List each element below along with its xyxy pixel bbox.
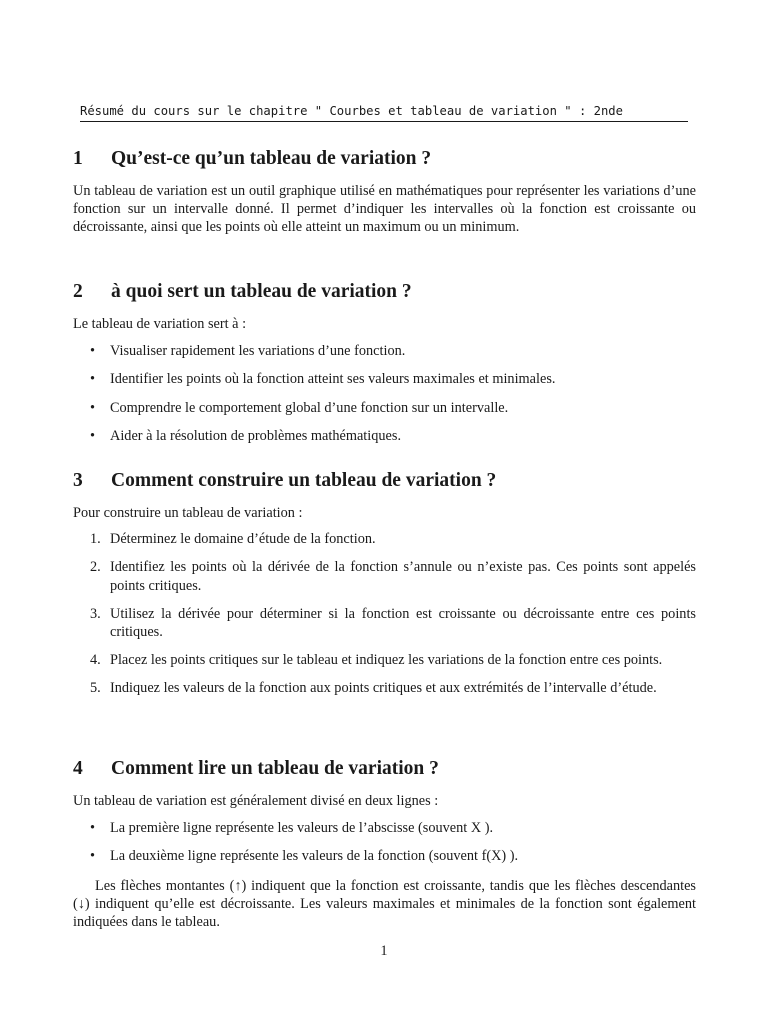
document-header: Résumé du cours sur le chapitre " Courbes et tableau de variation " : 2nde: [80, 104, 688, 122]
list-item: • Visualiser rapidement les variations d’une fonction.: [73, 342, 696, 360]
list-item: • Comprendre le comportement global d’une fonction sur un intervalle.: [73, 399, 696, 417]
section-2: [73, 280, 696, 445]
section-2-number: 2: [73, 281, 83, 302]
section-4-paragraph: Les flèches montantes (↑) indiquent que la fonction est croissante, tandis que les flèches descendantes (↓) indiquent qu’elle est décroissante. Les valeurs maximales et minimales de la fonction sont également indiquées dans le tableau.: [73, 877, 696, 931]
step-text: Déterminez le domaine d’étude de la fonction.: [110, 531, 376, 548]
section-3-number: 3: [73, 470, 83, 491]
step-item: [73, 558, 696, 594]
section-3-heading: [73, 469, 696, 493]
section-1: [73, 147, 696, 237]
section-1-paragraph: Un tableau de variation est un outil graphique utilisé en mathématiques pour représenter les variations d’une fonction sur un intervalle donné. Il permet d’indiquer les intervalles où la fonction est croissante ou décroissante, ainsi que les points où elle atteint un maximum ou un minimum.: [73, 183, 696, 236]
section-4-list: [73, 819, 696, 865]
step-text: Placez les points critiques sur le tableau et indiquez les variations de la fonction entre ces points.: [110, 652, 663, 669]
section-1-title: Qu’est-ce qu’un tableau de variation ?: [111, 148, 432, 169]
section-1-number: 1: [73, 148, 83, 169]
section-4-title: Comment lire un tableau de variation ?: [111, 758, 439, 779]
step-marker: 2.: [90, 559, 101, 576]
step-item: [73, 651, 696, 669]
step-item: [73, 530, 696, 548]
section-2-list: [73, 342, 696, 445]
step-text: Indiquez les valeurs de la fonction aux points critiques et aux extrémités de l’intervalle d’étude.: [110, 680, 657, 697]
list-item: • Aider à la résolution de problèmes mathématiques.: [73, 427, 696, 445]
page-number: 1: [380, 943, 388, 959]
list-item: • La première ligne représente les valeurs de l’abscisse (souvent X ).: [73, 819, 696, 837]
step-text: Utilisez la dérivée pour déterminer si la fonction est croissante ou décroissante entre ces points critiques.: [110, 605, 696, 641]
step-text: Identifiez les points où la dérivée de la fonction s’annule ou n’existe pas. Ces points sont appelés points critiques.: [110, 559, 696, 594]
step-item: [73, 679, 696, 697]
step-marker: 5.: [90, 680, 101, 697]
section-4-number: 4: [73, 758, 83, 779]
step-marker: 4.: [90, 652, 101, 669]
section-2-title: à quoi sert un tableau de variation ?: [111, 281, 412, 302]
section-3-title: Comment construire un tableau de variation ?: [111, 470, 497, 491]
section-3-intro: Pour construire un tableau de variation :: [73, 505, 303, 521]
section-3: [73, 469, 696, 698]
section-1-heading: [73, 147, 696, 171]
list-item: • La deuxième ligne représente les valeurs de la fonction (souvent f(X) ).: [73, 847, 696, 865]
section-4-intro: Un tableau de variation est généralement divisé en deux lignes :: [73, 793, 439, 809]
section-4-heading: [73, 757, 696, 781]
step-marker: 3.: [90, 605, 101, 622]
step-marker: 1.: [90, 531, 101, 548]
section-4: [73, 757, 696, 931]
section-3-steps: [73, 530, 696, 697]
step-item: [73, 605, 696, 641]
section-2-intro: Le tableau de variation sert à :: [73, 316, 247, 332]
section-2-heading: [73, 280, 696, 304]
list-item: • Identifier les points où la fonction atteint ses valeurs maximales et minimales.: [73, 370, 696, 388]
